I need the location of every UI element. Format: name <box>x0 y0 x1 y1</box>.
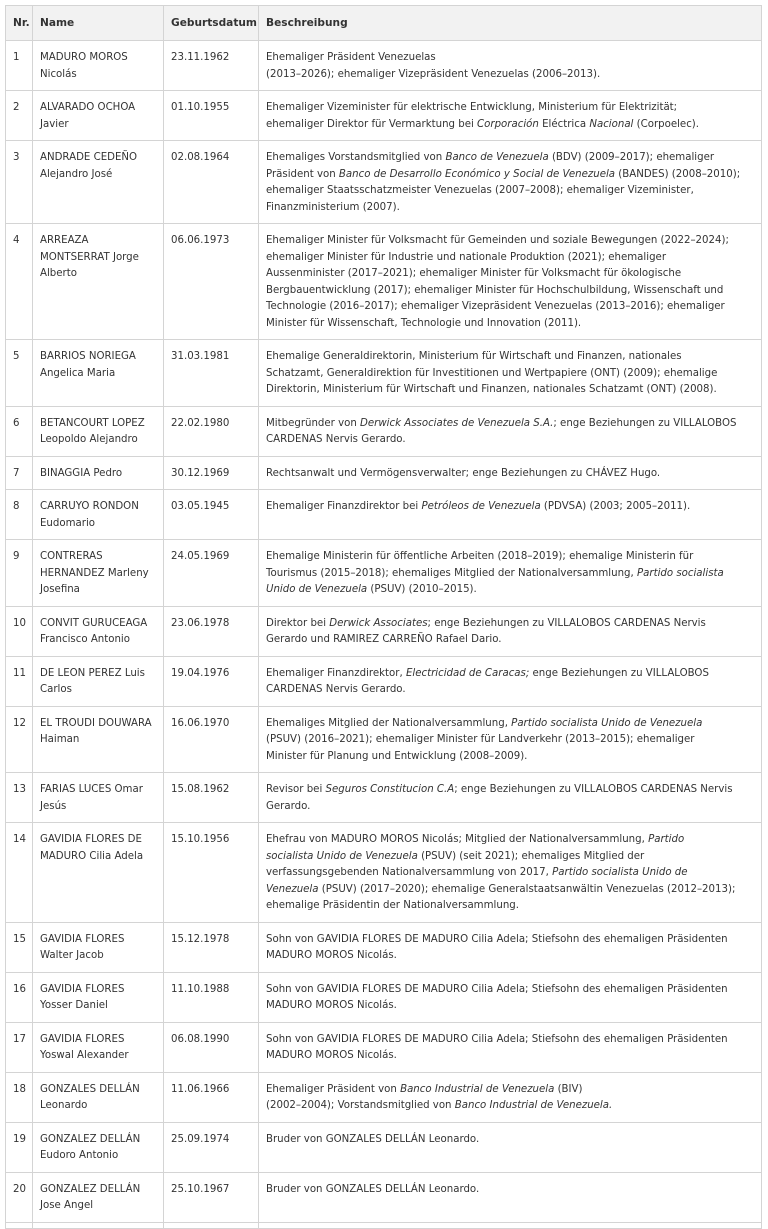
cell-description <box>259 1072 762 1122</box>
name-line: GAVIDIA FLORES <box>40 983 125 995</box>
cell-birthdate: 15.10.1956 <box>164 823 259 923</box>
description-line <box>266 266 754 283</box>
description-line <box>266 632 754 649</box>
header-name: Name <box>33 6 164 41</box>
cell-name <box>33 141 164 224</box>
description-line <box>266 167 754 184</box>
description-italic-text: Nacional <box>589 118 634 130</box>
description-line <box>266 882 754 899</box>
cell-birthdate: 06.06.1973 <box>164 224 259 340</box>
table-row <box>6 972 762 1022</box>
name-line: BETANCOURT LOPEZ <box>40 417 145 429</box>
description-text: Technologie (2016–2017); ehemaliger Vizepräsident Venezuelas (2013–2016); ehemaliger <box>266 301 725 312</box>
description-italic-text: Derwick Associates <box>329 617 428 629</box>
cell-name <box>33 1172 164 1222</box>
cell-empty <box>164 1222 259 1228</box>
description-line <box>266 316 754 333</box>
name-line: GAVIDIA FLORES <box>40 1033 125 1045</box>
cell-birthdate: 15.12.1978 <box>164 922 259 972</box>
cell-birthdate: 15.08.1962 <box>164 773 259 823</box>
description-text: MADURO MOROS Nicolás. <box>266 1000 397 1011</box>
description-line <box>266 782 754 799</box>
table-row-partial <box>6 1222 762 1228</box>
description-text: Ehemaliger Finanzdirektor, <box>266 667 406 679</box>
cell-name <box>33 972 164 1022</box>
description-text: Gerardo. <box>266 800 311 812</box>
cell-name <box>33 656 164 706</box>
table-row <box>6 1172 762 1222</box>
description-text: Revisor bei <box>266 784 326 795</box>
name-line: CONTRERAS <box>40 551 103 562</box>
cell-empty <box>33 1222 164 1228</box>
cell-nr: 12 <box>6 706 33 773</box>
cell-birthdate: 01.10.1955 <box>164 91 259 141</box>
description-text: Ehemalige Ministerin für öffentliche Arbeiten (2018–2019); ehemalige Ministerin für <box>266 551 694 562</box>
description-italic-text: Partido socialista Unido de <box>552 867 688 878</box>
description-line <box>266 849 754 866</box>
cell-name <box>33 1022 164 1072</box>
table-row <box>6 773 762 823</box>
description-line <box>266 183 754 200</box>
description-italic-text: Petróleos de Venezuela <box>421 501 541 512</box>
description-text: ; enge Beziehungen zu VILLALOBOS CARDENAS Nervis <box>427 617 706 629</box>
table-row <box>6 456 762 490</box>
description-line <box>266 932 754 949</box>
cell-nr: 15 <box>6 922 33 972</box>
cell-name <box>33 773 164 823</box>
name-line: DE LEON PEREZ Luis <box>40 667 145 679</box>
sanctions-table <box>5 5 762 1229</box>
cell-birthdate: 24.05.1969 <box>164 540 259 607</box>
description-text: Sohn von GAVIDIA FLORES DE MADURO Cilia Adela; Stiefsohn des ehemaligen Präsidenten <box>266 933 728 945</box>
name-line: Eudoro Antonio <box>40 1150 119 1161</box>
description-line <box>266 549 754 566</box>
name-line: GONZALEZ DELLÁN <box>40 1133 141 1145</box>
name-line: EL TROUDI DOUWARA <box>40 717 152 729</box>
description-line <box>266 366 754 383</box>
cell-nr: 20 <box>6 1172 33 1222</box>
table-row <box>6 490 762 540</box>
description-line <box>266 67 754 84</box>
description-line <box>266 233 754 250</box>
description-line <box>266 1082 754 1099</box>
description-text: (BANDES) (2008–2010); <box>615 168 741 180</box>
name-line: Leonardo <box>40 1100 88 1111</box>
description-text: Ehemalige Generaldirektorin, Ministerium für Wirtschaft und Finanzen, nationales <box>266 351 682 362</box>
description-text: Sohn von GAVIDIA FLORES DE MADURO Cilia Adela; Stiefsohn des ehemaligen Präsidenten <box>266 1033 728 1045</box>
name-line: BINAGGIA Pedro <box>40 467 123 479</box>
cell-birthdate: 16.06.1970 <box>164 706 259 773</box>
description-text: Ehemaliger Präsident von <box>266 1083 401 1095</box>
description-text: Bruder von GONZALES DELLÁN Leonardo. <box>266 1133 480 1145</box>
cell-name <box>33 224 164 340</box>
description-text: ; enge Beziehungen zu VILLALOBOS <box>553 417 737 429</box>
cell-description <box>259 972 762 1022</box>
cell-nr: 6 <box>6 406 33 456</box>
cell-description <box>259 406 762 456</box>
description-text: (PSUV) (2016–2021); ehemaliger Minister für Landverkehr (2013–2015); ehemaliger <box>266 734 695 745</box>
cell-birthdate: 11.10.1988 <box>164 972 259 1022</box>
name-line: ANDRADE CEDEÑO <box>40 152 138 163</box>
cell-birthdate: 23.06.1978 <box>164 606 259 656</box>
description-italic-text: Electricidad de Caracas; <box>405 667 530 679</box>
name-line: GAVIDIA FLORES <box>40 933 125 945</box>
description-italic-text: Venezuela <box>266 883 319 895</box>
description-text: ehemaliger Staatsschatzmeister Venezuelas (2007–2008); ehemaliger Vizeminister, <box>266 185 694 196</box>
description-text: CARDENAS Nervis Gerardo. <box>266 434 406 445</box>
cell-name <box>33 823 164 923</box>
cell-description <box>259 1172 762 1222</box>
name-line: BARRIOS NORIEGA <box>40 351 136 362</box>
cell-description <box>259 456 762 490</box>
cell-name <box>33 41 164 91</box>
header-description: Beschreibung <box>259 6 762 41</box>
table-row <box>6 606 762 656</box>
name-line: CONVIT GURUCEAGA <box>40 617 148 629</box>
cell-birthdate: 03.05.1945 <box>164 490 259 540</box>
description-italic-text: Partido <box>648 834 685 845</box>
name-line: Leopoldo Alejandro <box>40 434 138 445</box>
cell-nr: 11 <box>6 656 33 706</box>
cell-birthdate: 25.09.1974 <box>164 1122 259 1172</box>
description-text: enge Beziehungen zu VILLALOBOS <box>529 667 709 679</box>
cell-birthdate: 25.10.1967 <box>164 1172 259 1222</box>
description-italic-text: Corporación <box>477 118 539 130</box>
description-text: CARDENAS Nervis Gerardo. <box>266 684 406 695</box>
description-line <box>266 1032 754 1049</box>
name-line: Francisco Antonio <box>40 634 130 645</box>
cell-description <box>259 490 762 540</box>
description-line <box>266 1098 754 1115</box>
cell-nr: 14 <box>6 823 33 923</box>
name-line: Alejandro José <box>40 168 113 180</box>
cell-birthdate: 23.11.1962 <box>164 41 259 91</box>
description-line <box>266 616 754 633</box>
name-line: Yosser Daniel <box>40 1000 108 1011</box>
table-row <box>6 406 762 456</box>
name-line: ALVARADO OCHOA <box>40 102 136 113</box>
description-text: Sohn von GAVIDIA FLORES DE MADURO Cilia Adela; Stiefsohn des ehemaligen Präsidenten <box>266 983 728 995</box>
name-line: Jesús <box>40 800 67 812</box>
table-row <box>6 706 762 773</box>
cell-description <box>259 656 762 706</box>
name-line: Nicolás <box>40 68 77 80</box>
table-header-row <box>6 6 762 41</box>
description-line <box>266 349 754 366</box>
name-line: ARREAZA <box>40 235 89 246</box>
description-line <box>266 416 754 433</box>
cell-nr: 3 <box>6 141 33 224</box>
cell-name <box>33 1072 164 1122</box>
description-text: Direktorin, Ministerium für Wirtschaft und Finanzen, nationales Schatzamt (ONT) (2008). <box>266 384 717 395</box>
description-text: ; enge Beziehungen zu VILLALOBOS CARDENAS Nervis <box>454 784 733 795</box>
cell-nr: 19 <box>6 1122 33 1172</box>
name-line: Angelica Maria <box>40 367 116 379</box>
cell-description <box>259 706 762 773</box>
cell-description <box>259 224 762 340</box>
description-text: Mitbegründer von <box>266 417 361 429</box>
description-italic-text: Partido socialista <box>637 567 724 579</box>
description-line <box>266 666 754 683</box>
name-line: MONTSERRAT Jorge <box>40 251 139 263</box>
cell-birthdate: 06.08.1990 <box>164 1022 259 1072</box>
table-row <box>6 340 762 407</box>
description-italic-text: Banco de Desarrollo Económico y Social de Venezuela <box>338 168 616 180</box>
table-row <box>6 141 762 224</box>
table-row <box>6 224 762 340</box>
cell-birthdate: 19.04.1976 <box>164 656 259 706</box>
table-row <box>6 823 762 923</box>
description-text: Ehefrau von MADURO MOROS Nicolás; Mitglied der Nationalversammlung, <box>266 834 649 845</box>
description-line <box>266 898 754 915</box>
description-line <box>266 117 754 134</box>
name-line: CARRUYO RONDON <box>40 501 139 512</box>
cell-name <box>33 706 164 773</box>
table-body <box>6 41 762 1229</box>
header-birthdate: Geburtsdatum <box>164 6 259 41</box>
cell-nr: 7 <box>6 456 33 490</box>
description-text: verfassungsgebenden Nationalversammlung von 2017, <box>266 867 553 878</box>
cell-nr: 1 <box>6 41 33 91</box>
cell-name <box>33 340 164 407</box>
description-text: (PDVSA) (2003; 2005–2011). <box>540 501 691 512</box>
description-line <box>266 982 754 999</box>
description-text: ehemaliger Direktor für Vermarktung bei <box>266 118 478 130</box>
description-text: Ehemaliger Minister für Volksmacht für Gemeinden und soziale Bewegungen (2022–2024); <box>266 235 729 246</box>
name-line: GONZALES DELLÁN <box>40 1083 140 1095</box>
description-line <box>266 732 754 749</box>
description-text: Präsident von <box>266 168 339 180</box>
cell-description <box>259 1022 762 1072</box>
name-line: Yoswal Alexander <box>40 1050 129 1061</box>
cell-nr: 2 <box>6 91 33 141</box>
description-italic-text: Seguros Constitucion C.A <box>325 784 455 795</box>
name-line: GAVIDIA FLORES DE <box>40 834 142 845</box>
name-line: MADURO MOROS <box>40 52 128 63</box>
description-text: Minister für Wissenschaft, Technologie und Innovation (2011). <box>266 317 582 329</box>
table-row <box>6 41 762 91</box>
cell-nr: 10 <box>6 606 33 656</box>
description-line <box>266 799 754 816</box>
cell-birthdate: 02.08.1964 <box>164 141 259 224</box>
description-text: Ehemaliger Vizeminister für elektrische Entwicklung, Ministerium für Elektrizität; <box>266 102 678 113</box>
description-line <box>266 250 754 267</box>
description-line <box>266 1182 754 1199</box>
description-line <box>266 832 754 849</box>
name-line: GONZALEZ DELLÁN <box>40 1183 141 1195</box>
description-line <box>266 582 754 599</box>
description-text: (PSUV) (2017–2020); ehemalige Generalstaatsanwältin Venezuelas (2012–2013); <box>318 883 736 895</box>
cell-birthdate: 30.12.1969 <box>164 456 259 490</box>
description-text: (PSUV) (seit 2021); ehemaliges Mitglied der <box>417 850 645 862</box>
description-text: Aussenminister (2017–2021); ehemaliger Minister für Volksmacht für ökologische <box>266 268 682 279</box>
description-italic-text: socialista Unido de Venezuela <box>266 850 418 862</box>
cell-name <box>33 922 164 972</box>
description-italic-text: Derwick Associates de Venezuela S.A. <box>360 417 554 429</box>
description-line <box>266 50 754 67</box>
cell-description <box>259 41 762 91</box>
cell-nr: 18 <box>6 1072 33 1122</box>
name-line: Eudomario <box>40 517 96 529</box>
cell-birthdate: 11.06.1966 <box>164 1072 259 1122</box>
description-line <box>266 200 754 217</box>
cell-birthdate: 31.03.1981 <box>164 340 259 407</box>
name-line: Carlos <box>40 684 72 695</box>
cell-description <box>259 340 762 407</box>
name-line: HERNANDEZ Marleny <box>40 567 149 579</box>
description-text: Finanzministerium (2007). <box>266 201 400 213</box>
name-line: Haiman <box>40 734 80 745</box>
cell-name <box>33 456 164 490</box>
description-line <box>266 499 754 516</box>
cell-nr: 16 <box>6 972 33 1022</box>
table-row <box>6 656 762 706</box>
table-row <box>6 1072 762 1122</box>
description-text: Ehemaliger Finanzdirektor bei <box>266 501 422 512</box>
description-text: (BIV) <box>554 1083 583 1095</box>
header-nr: Nr. <box>6 6 33 41</box>
cell-description <box>259 540 762 607</box>
cell-description <box>259 1122 762 1172</box>
description-italic-text: Banco de Venezuela <box>445 152 549 163</box>
table-row <box>6 1022 762 1072</box>
description-italic-text: Banco Industrial de Venezuela. <box>454 1100 613 1111</box>
cell-name <box>33 490 164 540</box>
description-line <box>266 682 754 699</box>
description-line <box>266 865 754 882</box>
name-line: Javier <box>40 118 69 130</box>
description-text: Schatzamt, Generaldirektion für Investitionen und Wertpapiere (ONT) (2009); ehemalige <box>266 367 718 379</box>
cell-name <box>33 540 164 607</box>
name-line: FARIAS LUCES Omar <box>40 784 143 795</box>
description-line <box>266 1132 754 1149</box>
name-line: MADURO Cilia Adela <box>40 850 144 862</box>
description-text: Gerardo und RAMIREZ CARREÑO Rafael Dario. <box>266 634 502 645</box>
cell-empty <box>6 1222 33 1228</box>
description-text: MADURO MOROS Nicolás. <box>266 1050 397 1061</box>
description-text: Rechtsanwalt und Vermögensverwalter; enge Beziehungen zu CHÁVEZ Hugo. <box>266 467 661 479</box>
description-line <box>266 948 754 965</box>
description-line <box>266 566 754 583</box>
description-line <box>266 283 754 300</box>
cell-description <box>259 91 762 141</box>
description-text: Ehemaliges Vorstandsmitglied von <box>266 152 446 163</box>
cell-nr: 17 <box>6 1022 33 1072</box>
description-text: Ehemaliger Präsident Venezuelas <box>266 52 436 63</box>
cell-description <box>259 922 762 972</box>
cell-description <box>259 823 762 923</box>
name-line: Walter Jacob <box>40 950 104 961</box>
description-line <box>266 466 754 483</box>
description-text: ehemaliger Minister für Industrie und nationale Produktion (2021); ehemaliger <box>266 251 667 263</box>
description-line <box>266 716 754 733</box>
cell-description <box>259 141 762 224</box>
name-line: Josefina <box>40 584 80 595</box>
description-text: (2002–2004); Vorstandsmitglied von <box>266 1100 455 1111</box>
description-text: Ehemaliges Mitglied der Nationalversammlung, <box>266 717 512 729</box>
description-text: Minister für Planung und Entwicklung (2008–2009). <box>266 750 528 762</box>
description-text: Eléctrica <box>538 118 590 130</box>
table-row <box>6 540 762 607</box>
description-line <box>266 100 754 117</box>
table-row <box>6 1122 762 1172</box>
description-text: Bruder von GONZALES DELLÁN Leonardo. <box>266 1183 480 1195</box>
description-text: MADURO MOROS Nicolás. <box>266 950 397 961</box>
cell-nr: 4 <box>6 224 33 340</box>
name-line: Jose Angel <box>40 1200 94 1211</box>
cell-birthdate: 22.02.1980 <box>164 406 259 456</box>
table-row <box>6 91 762 141</box>
name-line: Alberto <box>40 268 77 279</box>
cell-nr: 9 <box>6 540 33 607</box>
description-text: (PSUV) (2010–2015). <box>367 584 477 595</box>
description-text: Direktor bei <box>266 617 330 629</box>
description-text: Tourismus (2015–2018); ehemaliges Mitglied der Nationalversammlung, <box>266 567 637 579</box>
description-text: (BDV) (2009–2017); ehemaliger <box>548 152 715 163</box>
description-italic-text: Partido socialista Unido de Venezuela <box>511 717 703 729</box>
description-line <box>266 150 754 167</box>
cell-name <box>33 91 164 141</box>
cell-name <box>33 406 164 456</box>
cell-nr: 5 <box>6 340 33 407</box>
description-line <box>266 382 754 399</box>
table-row <box>6 922 762 972</box>
description-line <box>266 749 754 766</box>
cell-empty <box>259 1222 762 1228</box>
cell-nr: 13 <box>6 773 33 823</box>
description-text: (2013–2026); ehemaliger Vizepräsident Venezuelas (2006–2013). <box>266 68 601 80</box>
description-text: Bergbauentwicklung (2017); ehemaliger Minister für Hochschulbildung, Wissenschaft und <box>266 284 724 296</box>
cell-name <box>33 1122 164 1172</box>
cell-nr: 8 <box>6 490 33 540</box>
description-italic-text: Banco Industrial de Venezuela <box>400 1083 555 1095</box>
description-text: ehemalige Präsidentin der Nationalversammlung. <box>266 900 519 911</box>
description-italic-text: Unido de Venezuela <box>266 584 368 595</box>
description-line <box>266 432 754 449</box>
description-line <box>266 998 754 1015</box>
description-line <box>266 299 754 316</box>
description-text: (Corpoelec). <box>633 118 700 130</box>
cell-description <box>259 773 762 823</box>
cell-name <box>33 606 164 656</box>
description-line <box>266 1048 754 1065</box>
cell-description <box>259 606 762 656</box>
